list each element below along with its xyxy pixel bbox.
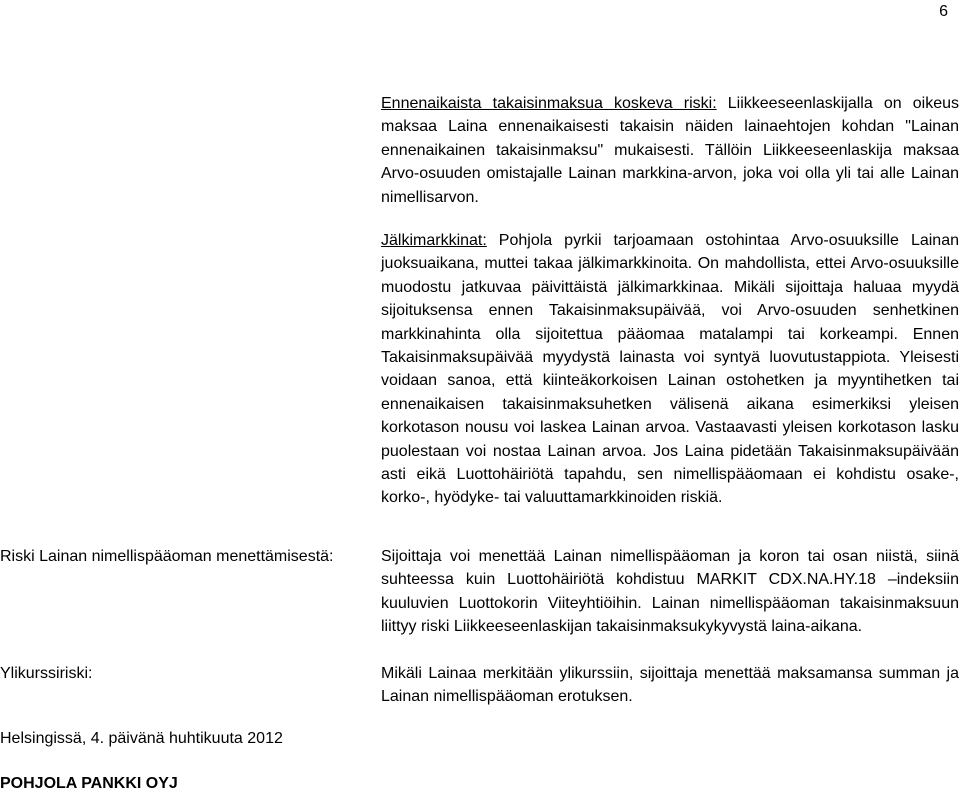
secondary-market-text: Pohjola pyrkii tarjoamaan ostohintaa Arvo-osuuksille Lainan juoksuaikana, muttei takaa jälkimarkkinoita. On mahdollista, ettei Arvo-osuuksille muodostu jatkuvaa päivittäistä jälkimarkkinaa. Mikäli sijoittaja haluaa myydä sijoituksensa ennen Takaisinmaksupäivää, voi Arvo-osuuden senhetkinen markkinahinta olla sijoitettua pääomaa matalampi tai korkeampi. Ennen Takaisinmaksupäivää myydystä lainasta voi syntyä luovutustappiota. Yleisesti voidaan sanoa, että kiinteäkorkoisen Lainan ostohetken ja myyntihetken tai ennenaikaisen takaisinmaksuhetken välisenä aikana esimerkiksi yleisen korkotason nousu voi laskea Lainan arvoa. Vastaavasti yleisen korkotason lasku puolestaan voi nostaa Lainan arvoa. Jos Laina pidetään Takaisinmaksupäivään asti eikä Luottohäiriötä tapahdu, sen nimellispääomaan ei kohdistu osake-, korko-, hyödyke- tai valuuttamarkkinoiden riskiä.	[381, 232, 959, 507]
secondary-market-heading: Jälkimarkkinat:	[381, 232, 487, 249]
page-number: 6	[939, 3, 948, 20]
early-redemption-heading: Ennenaikaista takaisinmaksua koskeva riski:	[381, 95, 717, 112]
early-redemption-text: Liikkeeseenlaskijalla on oikeus maksaa Laina ennenaikaisesti takaisin näiden lainaehtojen kohdan "Lainan ennenaikainen takaisinmaksu" mukaisesti. Tällöin Liikkeeseenlaskija maksaa Arvo-osuuden omistajalle Lainan markkina-arvon, joka voi olla yli tai alle Lainan nimellisarvon.	[381, 95, 959, 206]
place-date: Helsingissä, 4. päivänä huhtikuuta 2012	[0, 730, 283, 747]
early-redemption-paragraph	[381, 92, 959, 209]
over-par-text: Mikäli Lainaa merkitään ylikurssiin, sijoittaja menettää maksamansa summan ja Lainan nimellispääoman erotuksen.	[381, 665, 959, 706]
company-name: POHJOLA PANKKI OYJ	[0, 775, 178, 792]
secondary-market-paragraph	[381, 229, 959, 510]
over-par-label: Ylikurssiriski:	[0, 665, 93, 682]
principal-loss-label: Riski Lainan nimellispääoman menettämisestä:	[0, 548, 334, 565]
principal-loss-text: Sijoittaja voi menettää Lainan nimellispääoman ja koron tai osan niistä, siinä suhteessa kuin Luottohäiriötä kohdistuu MARKIT CDX.NA.HY.18 –indeksiin kuuluvien Luottokorin Viiteyhtiöihin. Lainan nimellispääoman takaisinmaksuun liittyy riski Liikkeeseenlaskijan takaisinmaksukykyvystä laina-aikana.	[381, 548, 959, 636]
